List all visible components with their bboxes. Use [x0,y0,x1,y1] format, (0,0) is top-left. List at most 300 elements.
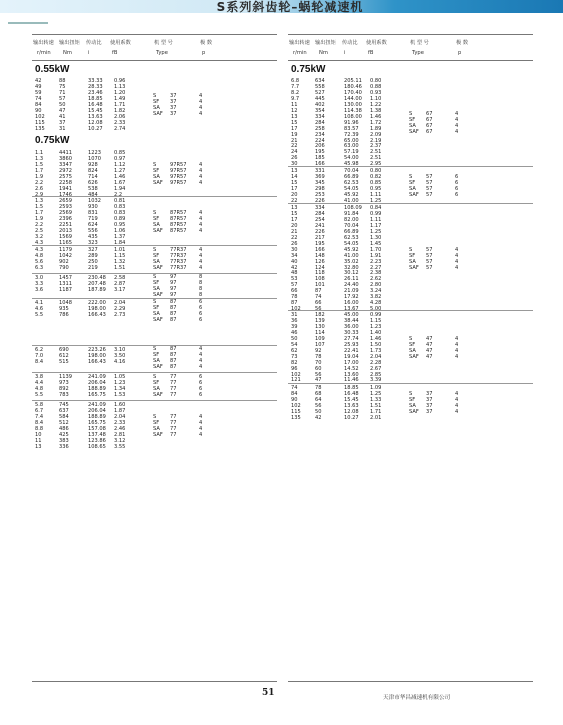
cell-value: 1.5 [35,161,44,168]
type-cell: 87 [170,299,177,305]
cell-value: 41.00 [344,197,359,204]
type-cell: SF [409,396,416,403]
header-label: 极 数 [456,40,469,46]
cell-value: 2.2 [35,221,44,228]
type-cell: 97R57 [170,179,187,186]
type-cell: 4 [199,413,203,420]
type-cell: SF [153,351,160,358]
cell-value: 1.73 [370,347,382,354]
cell-value: 1.7 [35,209,44,216]
type-cell: 4 [455,264,459,271]
cell-value: 445 [315,95,325,102]
cell-value: 24.40 [344,282,359,289]
type-cell: 87R57 [170,221,187,228]
cell-value: 538 [88,185,98,192]
cell-value: 20 [291,191,298,198]
cell-value: 3.12 [114,437,126,444]
cell-value: 185 [315,155,325,162]
type-cell: 4 [199,92,203,99]
type-cell: SA [409,258,416,265]
cell-value: 54 [291,341,298,348]
cell-value: 12 [291,107,298,114]
value-column [88,199,101,247]
type-cell: SAF [409,353,419,360]
type-cell: 57 [426,252,433,259]
spec-block [288,203,533,314]
type-cell: 97 [170,285,177,292]
cell-value: 18.85 [88,95,103,102]
cell-value: 20 [291,222,298,229]
cell-value: 1457 [59,275,72,281]
cell-value: 634 [315,78,325,84]
cell-value: 892 [59,385,69,392]
type-cell: 57 [426,191,433,198]
cell-value: 206.04 [88,379,106,386]
cell-value: 74 [35,95,42,102]
header-label: 使用系数 [366,40,387,46]
cell-value: 108 [315,276,325,283]
type-cell: SA [153,357,160,364]
cell-value: 0.95 [370,185,382,192]
cell-value: 486 [59,425,69,432]
type-cell: 4 [455,402,459,409]
value-column [88,276,106,294]
type-cell: 4 [199,264,203,271]
cell-value: 66.89 [344,173,359,180]
cell-value: 11 [291,101,298,108]
cell-value: 3.39 [370,377,382,384]
type-cell: SAF [153,264,163,271]
logo-mark [8,22,48,24]
type-cell: SAF [153,110,163,117]
cell-value: 0.83 [114,203,126,210]
cell-value: 2251 [59,221,72,228]
table-header [32,35,277,61]
cell-value: 19.04 [344,353,359,360]
header-unit: Nm [319,50,328,56]
company-name: 天津市华昌减速机有限公司 [383,695,451,701]
cell-value: 2.85 [370,371,382,378]
type-cell: S [153,413,157,420]
value-column [370,169,381,205]
type-cell: 6 [455,185,459,192]
cell-value: 1.82 [114,107,126,114]
cell-value: 0.93 [370,89,382,96]
type-cell: 47 [426,347,433,354]
cell-value: 345 [315,179,325,186]
type-cell: 6 [455,173,459,180]
cell-value: 207.48 [88,280,106,287]
type-cell: SA [409,185,416,192]
cell-value: 930 [88,203,98,210]
cell-value: 13 [291,205,298,211]
cell-value: 714 [88,173,98,180]
cell-value: 556 [88,227,98,234]
cell-value: 5.6 [35,258,44,265]
type-cell: SF [409,179,416,186]
cell-value: 336 [59,443,69,450]
cell-value: 626 [88,179,98,186]
cell-value: 1187 [59,286,72,293]
cell-value: 354 [315,107,325,114]
cell-value: 78 [291,294,298,301]
value-column [88,348,106,366]
type-cell: SA [409,347,416,354]
cell-value: 2.28 [370,359,382,366]
cell-value: 3.24 [370,288,382,295]
cell-value: 170.40 [344,89,362,96]
cell-value: 180.46 [344,83,362,90]
type-cell: 4 [455,246,459,253]
cell-value: 584 [59,413,69,420]
cell-value: 1.45 [370,240,382,247]
cell-value: 1.9 [35,215,44,222]
type-cell: 67 [426,116,433,123]
cell-value: 0.96 [114,78,126,84]
spec-block [32,273,277,298]
type-cell: 67 [426,128,433,135]
cell-value: 0.81 [114,198,126,204]
value-column [88,151,101,199]
cell-value: 1.9 [35,173,44,180]
cell-value: 78 [315,385,322,391]
cell-value: 166.43 [88,358,106,365]
cell-value: 2.73 [114,311,126,318]
header-unit: fB [368,50,374,56]
type-cell: 4 [199,258,203,265]
value-column [315,313,325,384]
cell-value: 3.82 [370,294,382,301]
cell-value: 7.7 [291,83,300,90]
power-rating: 0.75kW [35,135,70,146]
type-cell: 4 [199,161,203,168]
cell-value: 1.05 [114,374,126,380]
cell-value: 115 [291,408,301,415]
value-column [114,151,125,199]
cell-value: 32.80 [344,264,359,271]
type-cell: 4 [199,179,203,186]
cell-value: 0.99 [370,210,382,217]
cell-value: 157.08 [88,425,106,432]
cell-value: 1.17 [370,222,382,229]
spec-block [288,77,533,170]
type-cell: SF [153,215,160,222]
type-cell: 37 [426,390,433,397]
cell-value: 484 [88,191,98,198]
cell-value: 123.86 [88,437,106,444]
cell-value: 36 [291,317,298,324]
cell-value: 13 [291,168,298,174]
type-cell: 6 [199,304,203,311]
cell-value: 108.65 [88,443,106,450]
cell-value: 0.80 [370,78,382,84]
type-cell: 77 [170,431,177,438]
cell-value: 1941 [59,185,72,192]
right-table [288,34,533,682]
type-cell: 6 [455,191,459,198]
cell-value: 226 [315,197,325,204]
value-column [59,403,69,451]
cell-value: 46 [291,329,298,336]
cell-value: 1.34 [114,385,126,392]
value-column [114,79,125,133]
cell-value: 4.4 [35,379,44,386]
cell-value: 13.67 [344,306,359,313]
type-cell: 67 [426,110,433,117]
cell-value: 60 [315,365,322,372]
cell-value: 2.95 [370,161,382,168]
cell-value: 25.93 [344,341,359,348]
cell-value: 188.89 [88,413,106,420]
type-cell: SF [409,341,416,348]
cell-value: 206 [315,143,325,150]
cell-value: 258 [315,125,325,132]
cell-value: 1.3 [35,155,44,162]
cell-value: 512 [59,419,69,426]
spec-block [32,298,277,323]
type-cell: 97 [170,279,177,286]
cell-value: 4.3 [35,247,44,253]
cell-value: 118 [315,270,325,277]
value-column [315,169,325,205]
cell-value: 166 [315,246,325,253]
cell-value: 1.30 [370,234,382,241]
type-cell: 6 [199,299,203,305]
cell-value: 107 [315,341,325,348]
cell-value: 1.25 [370,228,382,235]
type-cell: 57 [426,246,433,253]
cell-value: 2593 [59,203,72,210]
type-cell: 47 [426,353,433,360]
cell-value: 1.49 [114,95,126,102]
value-column [59,199,72,247]
value-column [35,248,43,272]
cell-value: 139 [315,317,325,324]
header-unit: p [458,50,462,56]
cell-value: 1.01 [114,247,126,253]
cell-value: 41.00 [344,252,359,259]
cell-value: 198.00 [88,352,106,359]
cell-value: 47 [315,377,322,384]
cell-value: 3.3 [35,280,44,287]
cell-value: 126 [315,258,325,265]
type-cell: 8 [199,285,203,292]
value-column [315,206,325,313]
cell-value: 66.89 [344,228,359,235]
header-label: 输出转速 [33,40,54,46]
header-label: 输出扭矩 [315,40,336,46]
cell-value: 21.09 [344,288,359,295]
cell-value: 745 [59,402,69,408]
type-cell: S [409,110,413,117]
cell-value: 1.15 [114,252,126,259]
type-cell: 37 [426,408,433,415]
type-cell: 87R57 [170,209,187,216]
cell-value: 68 [315,390,322,397]
header-unit: Type [156,50,168,56]
cell-value: 42 [35,78,42,84]
spec-block [32,196,277,248]
cell-value: 5.00 [370,306,382,313]
type-cell: 6 [199,310,203,317]
cell-value: 11 [35,437,42,444]
cell-value: 23.46 [88,89,103,96]
type-cell: 77R37 [170,247,187,253]
cell-value: 4.28 [370,300,382,307]
cell-value: 3.50 [114,352,126,359]
cell-value: 102 [291,402,301,409]
value-column [88,248,98,272]
cell-value: 2575 [59,173,72,180]
cell-value: 47 [59,107,66,114]
cell-value: 30 [291,246,298,253]
table-header [288,35,533,61]
type-cell: SAF [409,408,419,415]
type-cell: 97 [170,274,177,280]
cell-value: 165.75 [88,391,106,398]
cell-value: 15 [291,179,298,186]
type-cell: 6 [199,379,203,386]
cell-value: 13.60 [344,371,359,378]
header-unit: r/min [293,50,307,56]
type-cell: SAF [153,431,163,438]
type-cell: 4 [455,122,459,129]
type-cell: 87 [170,346,177,352]
page-number: 51 [262,688,275,698]
cell-value: 19 [291,131,298,138]
cell-value: 13 [291,113,298,120]
value-column [370,79,381,168]
cell-value: 17.00 [344,359,359,366]
cell-value: 30.12 [344,270,359,277]
spec-block [288,310,533,385]
cell-value: 241.09 [88,402,106,408]
cell-value: 3.55 [114,443,126,450]
cell-value: 206.04 [88,407,106,414]
cell-value: 49 [35,83,42,90]
cell-value: 2.23 [370,258,382,265]
cell-value: 1.20 [114,89,126,96]
type-cell: SAF [153,179,163,186]
cell-value: 15 [291,210,298,217]
cell-value: 298 [315,185,325,192]
type-cell: S [153,92,157,99]
cell-value: 48 [291,270,298,277]
cell-value: 1.11 [370,216,382,223]
cell-value: 1.37 [114,233,126,240]
cell-value: 41 [59,113,66,120]
cell-value: 62.53 [344,179,359,186]
cell-value: 1.23 [370,323,382,330]
cell-value: 101 [315,282,325,289]
header-label: 机 型 号 [154,40,173,46]
cell-value: 14.52 [344,365,359,372]
value-column [344,313,359,384]
value-column [114,348,125,366]
cell-value: 42 [315,414,322,421]
cell-value: 28.33 [88,83,103,90]
cell-value: 5.8 [35,402,44,408]
type-cell: 4 [455,353,459,360]
cell-value: 790 [59,264,69,271]
cell-value: 74 [315,294,322,301]
type-cell: SAF [153,316,163,323]
value-column [114,248,125,272]
cell-value: 1.87 [114,407,126,414]
cell-value: 1.10 [370,95,382,102]
type-cell: SAF [153,363,163,370]
cell-value: 2.46 [114,425,126,432]
cell-value: 71 [59,89,66,96]
cell-value: 1.71 [370,408,382,415]
type-cell: 57 [426,185,433,192]
cell-value: 8.2 [291,89,300,96]
type-cell: 4 [455,116,459,123]
cell-value: 87 [315,288,322,295]
cell-value: 334 [315,205,325,211]
cell-value: 31 [291,312,298,318]
cell-value: 1.94 [114,185,126,192]
cell-value: 1.22 [370,101,382,108]
type-cell: SAF [153,291,163,298]
cell-value: 166.43 [88,311,106,318]
type-cell: 77 [170,425,177,432]
spec-block [32,345,277,370]
cell-value: 1746 [59,191,72,198]
type-cell: 77 [170,391,177,398]
cell-value: 8.4 [35,358,44,365]
value-column [88,403,106,451]
cell-value: 0.82 [370,173,382,180]
cell-value: 902 [59,258,69,265]
type-cell: 6 [199,316,203,323]
value-column [35,375,43,399]
cell-value: 2.04 [114,300,126,306]
header-label: 传动比 [86,40,102,46]
cell-value: 1.51 [114,264,126,271]
cell-value: 289 [88,252,98,259]
cell-value: 1139 [59,374,72,380]
cell-value: 1.60 [114,402,126,408]
cell-value: 45.92 [344,246,359,253]
type-cell: 4 [455,252,459,259]
spec-block [32,245,277,273]
type-cell: SA [153,310,160,317]
type-cell: 4 [199,209,203,216]
header-unit: r/min [37,50,51,56]
cell-value: 195 [315,149,325,156]
cell-value: 2972 [59,167,72,174]
cell-value: 137.48 [88,431,106,438]
value-column [35,403,43,451]
spec-block [288,383,533,423]
cell-value: 323 [88,239,98,246]
cell-value: 2.51 [370,149,382,156]
cell-value: 64 [315,396,322,403]
cell-value: 8.8 [35,425,44,432]
type-cell: 87 [170,304,177,311]
cell-value: 82.00 [344,216,359,223]
cell-value: 11.46 [344,377,359,384]
value-column [59,276,72,294]
type-cell: 8 [199,274,203,280]
cell-value: 690 [59,347,69,353]
value-column [291,79,299,168]
cell-value: 62 [291,347,298,354]
type-cell: 4 [199,98,203,105]
cell-value: 54.05 [344,240,359,247]
page-title: S系列斜齿轮–蜗轮减速机 [216,0,364,14]
